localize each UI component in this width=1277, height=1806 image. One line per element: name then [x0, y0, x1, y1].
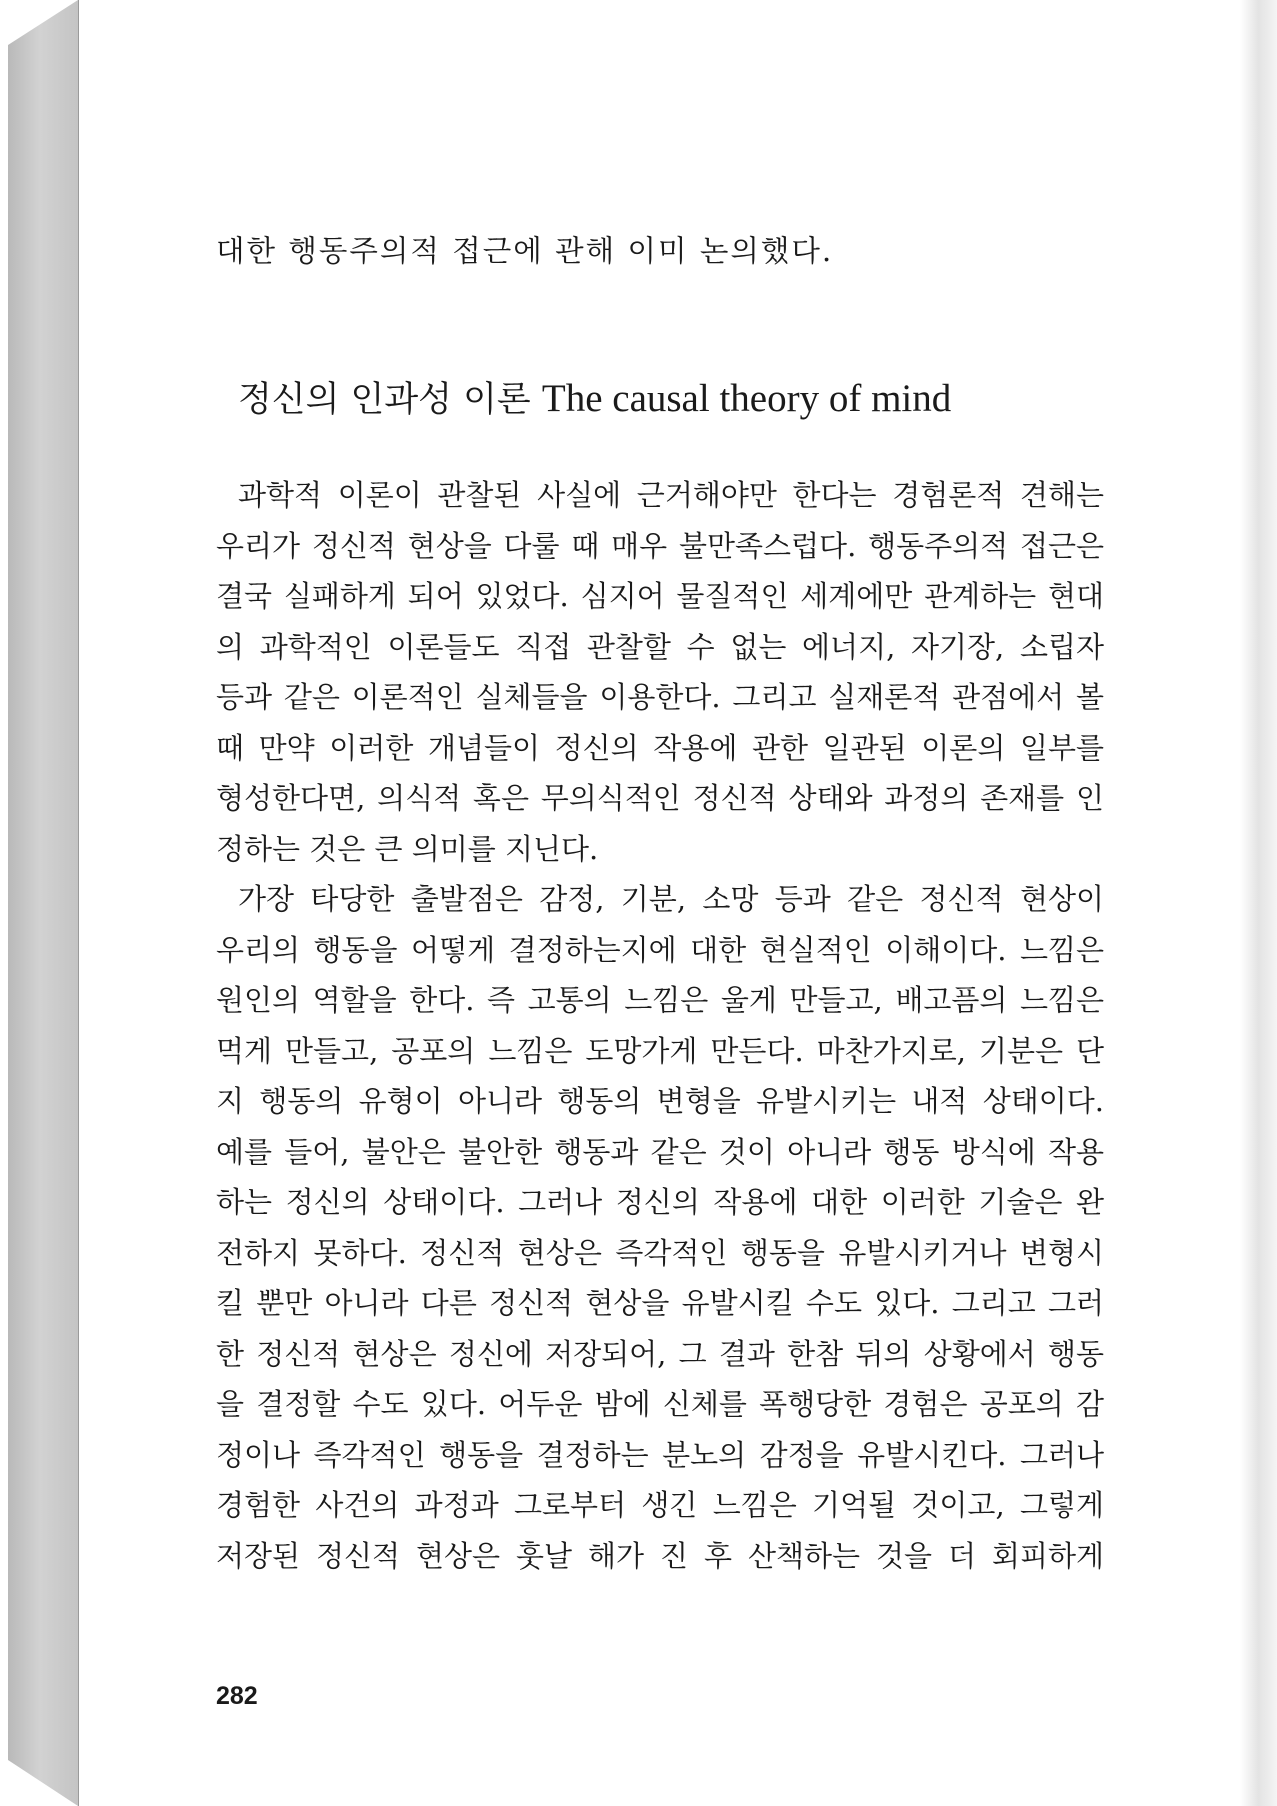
text-line: 킬 뿐만 아니라 다른 정신적 현상을 유발시킬 수도 있다. 그리고 그러: [216, 1286, 1104, 1320]
text-line: 의 과학적인 이론들도 직접 관찰할 수 없는 에너지, 자기장, 소립자: [216, 629, 1104, 664]
book-spine: [8, 0, 78, 1806]
text-line: 하는 정신의 상태이다. 그러나 정신의 작용에 대한 이러한 기술은 완: [216, 1185, 1104, 1219]
text-line: 과학적 이론이 관찰된 사실에 근거해야만 한다는 경험론적 견해는: [238, 478, 1104, 512]
text-line: 때 만약 이러한 개념들이 정신의 작용에 관한 일관된 이론의 일부를: [216, 730, 1104, 765]
text-line: 전하지 못하다. 정신적 현상은 즉각적인 행동을 유발시키거나 변형시: [216, 1235, 1104, 1270]
text-line: 원인의 역할을 한다. 즉 고통의 느낌은 울게 만들고, 배고픔의 느낌은: [216, 983, 1104, 1017]
text-line: 저장된 정신적 현상은 훗날 해가 진 후 산책하는 것을 더 회피하게: [216, 1538, 1104, 1573]
text-line: 가장 타당한 출발점은 감정, 기분, 소망 등과 같은 정신적 현상이: [238, 882, 1104, 916]
section-heading-english: The causal theory of mind: [541, 377, 952, 420]
section-heading-korean: 정신의 인과성 이론: [238, 380, 531, 420]
text-line: 등과 같은 이론적인 실체들을 이용한다. 그리고 실재론적 관점에서 볼: [216, 680, 1104, 714]
text-line: 정하는 것은 큰 의미를 지닌다.: [216, 831, 599, 866]
section-heading: [238, 372, 951, 422]
text-line: 한 정신적 현상은 정신에 저장되어, 그 결과 한참 뒤의 상황에서 행동: [216, 1336, 1104, 1371]
page-edge-shadow: [1240, 0, 1277, 1806]
text-line: 우리가 정신적 현상을 다룰 때 매우 불만족스럽다. 행동주의적 접근은: [216, 528, 1104, 563]
opening-line: 대한 행동주의적 접근에 관해 이미 논의했다.: [216, 234, 834, 268]
text-line: 결국 실패하게 되어 있었다. 심지어 물질적인 세계에만 관계하는 현대: [216, 579, 1104, 613]
text-line: 지 행동의 유형이 아니라 행동의 변형을 유발시키는 내적 상태이다.: [216, 1084, 1104, 1118]
text-line: 경험한 사건의 과정과 그로부터 생긴 느낌은 기억될 것이고, 그렇게: [216, 1488, 1104, 1522]
text-line: 형성한다면, 의식적 혹은 무의식적인 정신적 상태와 과정의 존재를 인: [216, 781, 1104, 815]
page-number: 282: [216, 1682, 258, 1710]
text-line: 정이나 즉각적인 행동을 결정하는 분노의 감정을 유발시킨다. 그러나: [216, 1437, 1104, 1472]
text-line: 우리의 행동을 어떻게 결정하는지에 대한 현실적인 이해이다. 느낌은: [216, 932, 1104, 967]
body-text: [216, 470, 1104, 1581]
text-line: 을 결정할 수도 있다. 어두운 밤에 신체를 폭행당한 경험은 공포의 감: [216, 1387, 1104, 1421]
text-line: 먹게 만들고, 공포의 느낌은 도망가게 만든다. 마찬가지로, 기분은 단: [216, 1033, 1104, 1068]
text-line: 예를 들어, 불안은 불안한 행동과 같은 것이 아니라 행동 방식에 작용: [216, 1134, 1104, 1169]
